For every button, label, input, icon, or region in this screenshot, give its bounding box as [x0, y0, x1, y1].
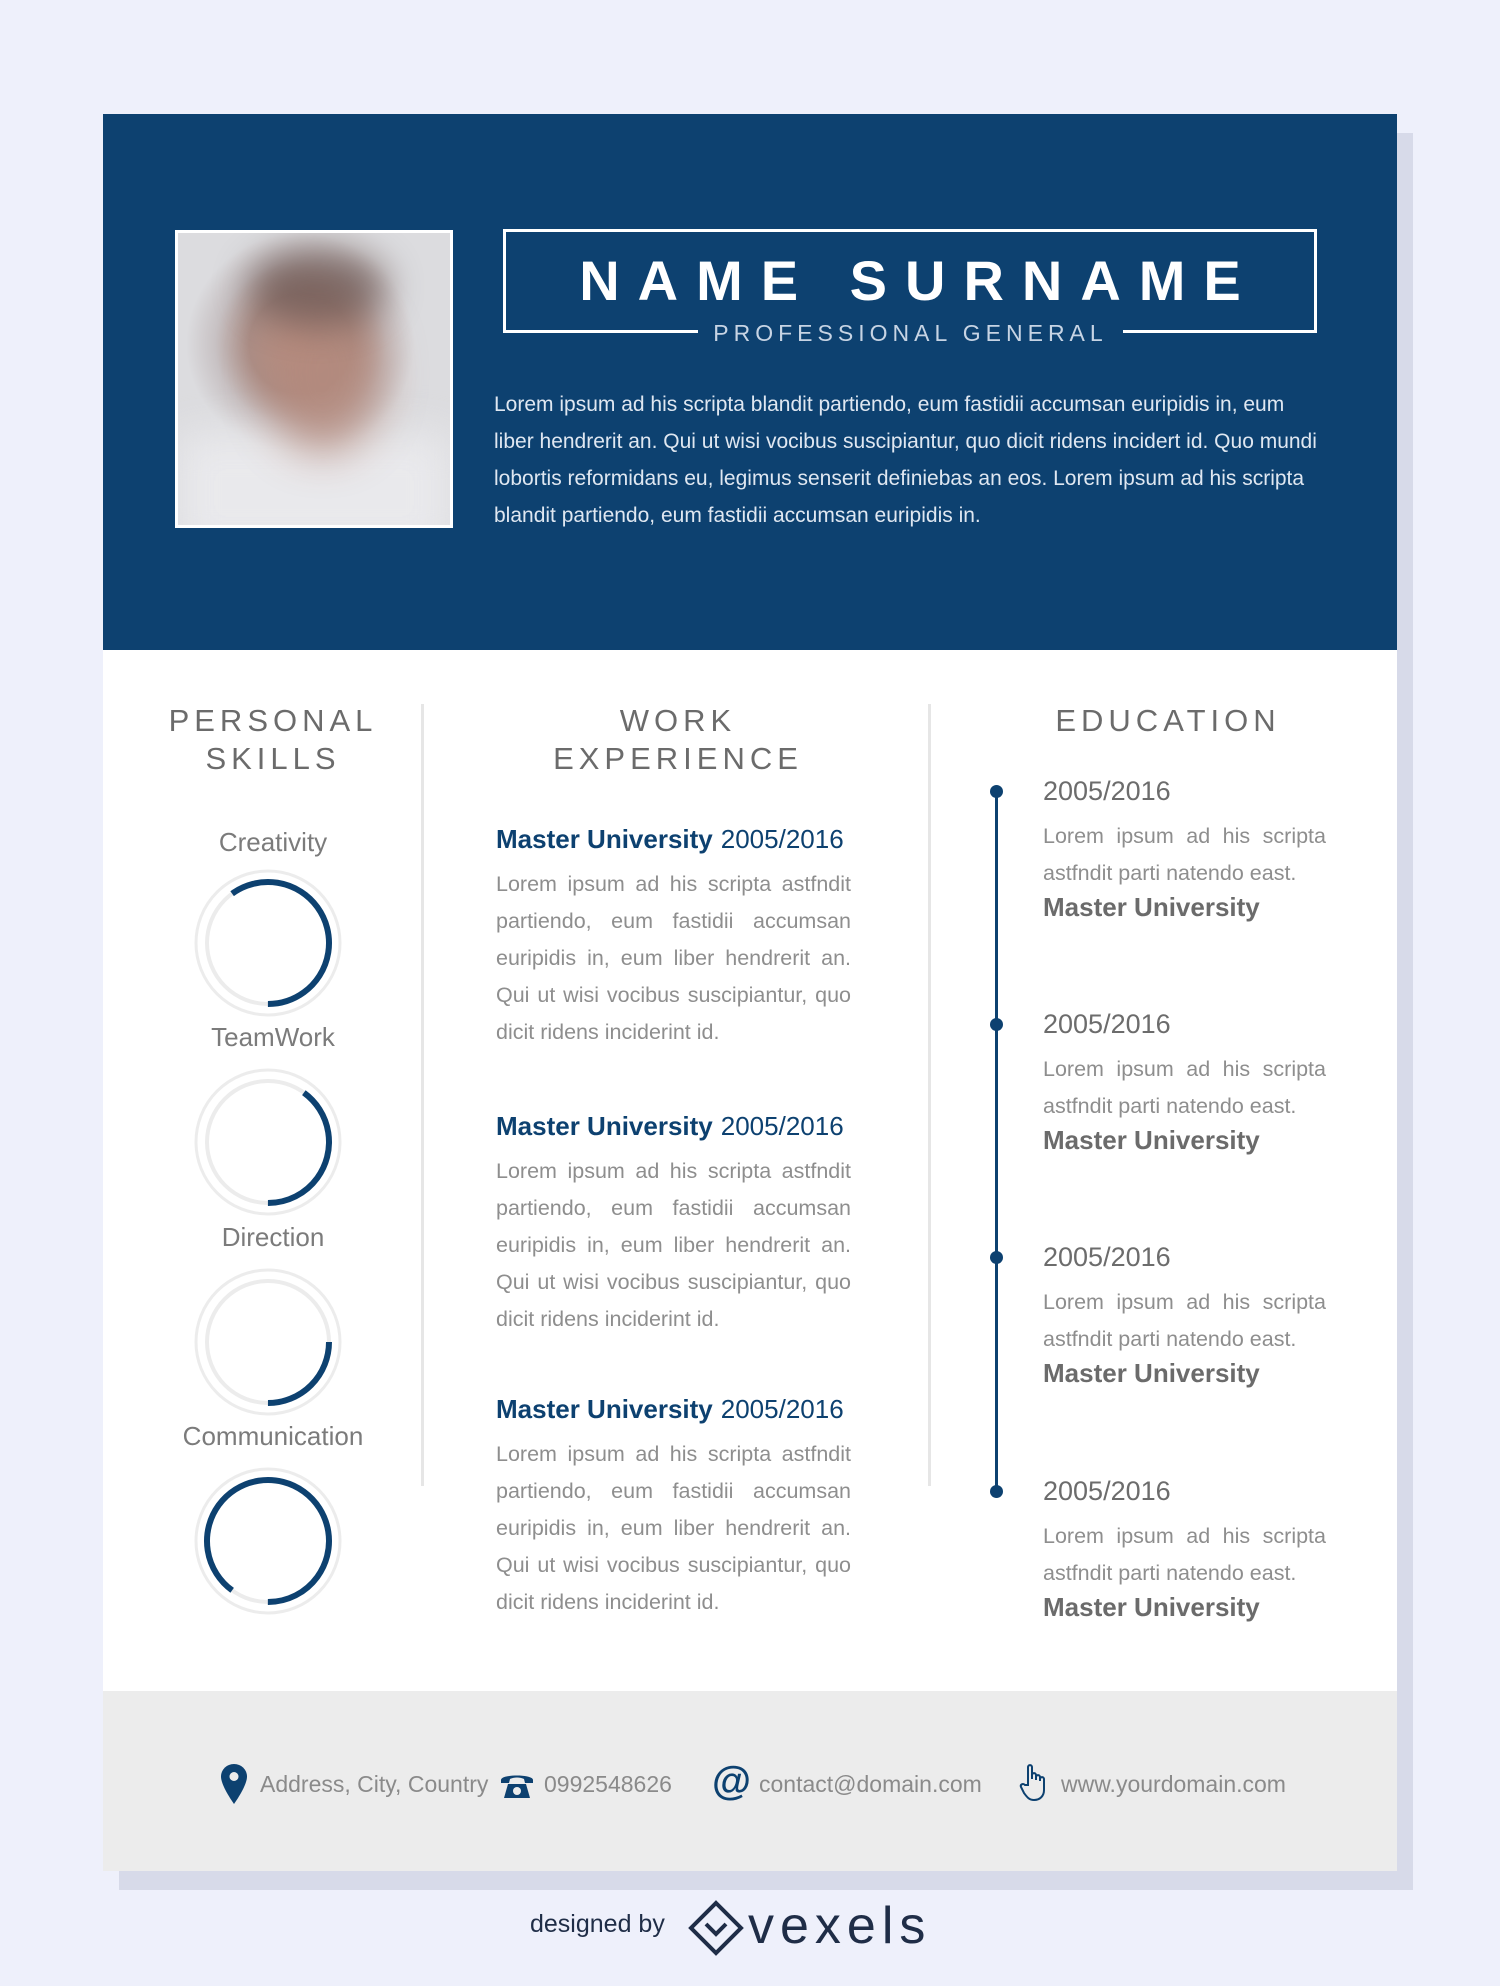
education-school: Master University: [1043, 892, 1260, 922]
contact-phone: 0992548626: [544, 1771, 672, 1797]
skill-label: Direction: [221, 1222, 325, 1252]
work-entry-title: Master University 2005/2016: [496, 1394, 844, 1424]
phone-icon: [499, 1771, 535, 1799]
education-description: Lorem ipsum ad his scripta astfndit parti natendo east.: [1043, 824, 1326, 885]
skill-ring-communication: [191, 1464, 345, 1618]
timeline-dot: [990, 785, 1003, 798]
contact-website: www.yourdomain.com: [1061, 1771, 1286, 1797]
timeline-dot: [990, 1485, 1003, 1498]
skill-ring-track: [196, 1270, 340, 1414]
vexels-logo-icon: [688, 1900, 744, 1956]
contact-address: Address, City, Country: [260, 1771, 489, 1797]
resume-page: [103, 114, 1397, 1871]
location-pin-icon: [221, 1764, 247, 1804]
contact-email: contact@domain.com: [759, 1771, 982, 1797]
skill-ring-teamwork: [191, 1065, 345, 1219]
skill-ring-creativity: [191, 866, 345, 1020]
hand-pointer-icon: [1019, 1763, 1049, 1803]
skill-ring-track: [196, 871, 340, 1015]
skill-level-arc: [191, 866, 345, 1020]
column-divider-2: [928, 704, 931, 1486]
work-entry-description: Lorem ipsum ad his scripta astfndit partiendo, eum fastidii accumsan euripidis in, eum liber hendrerit an. Qui ut wisi vocibus suscipiantur, quo dicit ridens inciderint id.: [496, 1442, 851, 1614]
education-heading: EDUCATION: [1055, 703, 1281, 738]
education-year: 2005/2016: [1043, 1476, 1171, 1506]
work-heading: WORK EXPERIENCE: [553, 703, 803, 776]
at-sign-icon: @: [712, 1759, 752, 1803]
intro-paragraph: Lorem ipsum ad his scripta blandit partiendo, eum fastidii accumsan euripidis in, eum liber hendrerit an. Qui ut wisi vocibus suscipiantur, quo dicit ridens incidert id. Quo mundi lobortis reformidans eu, legimus senserit definiebas an eos. Lorem ipsum ad his scripta blandit partiendo, eum fastidii accumsan euripidis in.: [494, 393, 1317, 527]
work-entry-description: Lorem ipsum ad his scripta astfndit partiendo, eum fastidii accumsan euripidis in, eum liber hendrerit an. Qui ut wisi vocibus suscipiantur, quo dicit ridens inciderint id.: [496, 872, 851, 1044]
education-description: Lorem ipsum ad his scripta astfndit parti natendo east.: [1043, 1057, 1326, 1118]
vexels-brand: vexels: [748, 1897, 932, 1955]
education-school: Master University: [1043, 1125, 1260, 1155]
work-entry-title: Master University 2005/2016: [496, 824, 844, 854]
skill-level-arc: [191, 1065, 345, 1219]
skill-label: Communication: [182, 1421, 364, 1451]
work-entry-title: Master University 2005/2016: [496, 1111, 844, 1141]
job-title: PROFESSIONAL GENERAL: [698, 314, 1123, 352]
resume-header: [103, 114, 1397, 650]
skill-level-arc: [191, 1464, 345, 1618]
column-divider-1: [421, 704, 424, 1486]
education-year: 2005/2016: [1043, 1009, 1171, 1039]
education-school: Master University: [1043, 1358, 1260, 1388]
full-name: NAME SURNAME: [579, 249, 1259, 312]
skill-ring-direction: [191, 1265, 345, 1419]
education-year: 2005/2016: [1043, 776, 1171, 806]
skill-ring-track: [196, 1469, 340, 1613]
contact-footer: [103, 1691, 1397, 1871]
work-entry-description: Lorem ipsum ad his scripta astfndit partiendo, eum fastidii accumsan euripidis in, eum liber hendrerit an. Qui ut wisi vocibus suscipiantur, quo dicit ridens inciderint id.: [496, 1159, 851, 1331]
designed-by-text: designed by: [530, 1910, 665, 1938]
education-description: Lorem ipsum ad his scripta astfndit parti natendo east.: [1043, 1524, 1326, 1585]
skill-ring-track: [196, 1070, 340, 1214]
skill-label: TeamWork: [211, 1022, 335, 1052]
skill-label: Creativity: [218, 827, 328, 857]
education-school: Master University: [1043, 1592, 1260, 1622]
timeline-dot: [990, 1018, 1003, 1031]
timeline-dot: [990, 1251, 1003, 1264]
skills-heading: PERSONAL SKILLS: [168, 703, 378, 776]
education-year: 2005/2016: [1043, 1242, 1171, 1272]
education-description: Lorem ipsum ad his scripta astfndit parti natendo east.: [1043, 1290, 1326, 1351]
education-timeline: [995, 794, 998, 1496]
profile-photo: [175, 230, 453, 528]
